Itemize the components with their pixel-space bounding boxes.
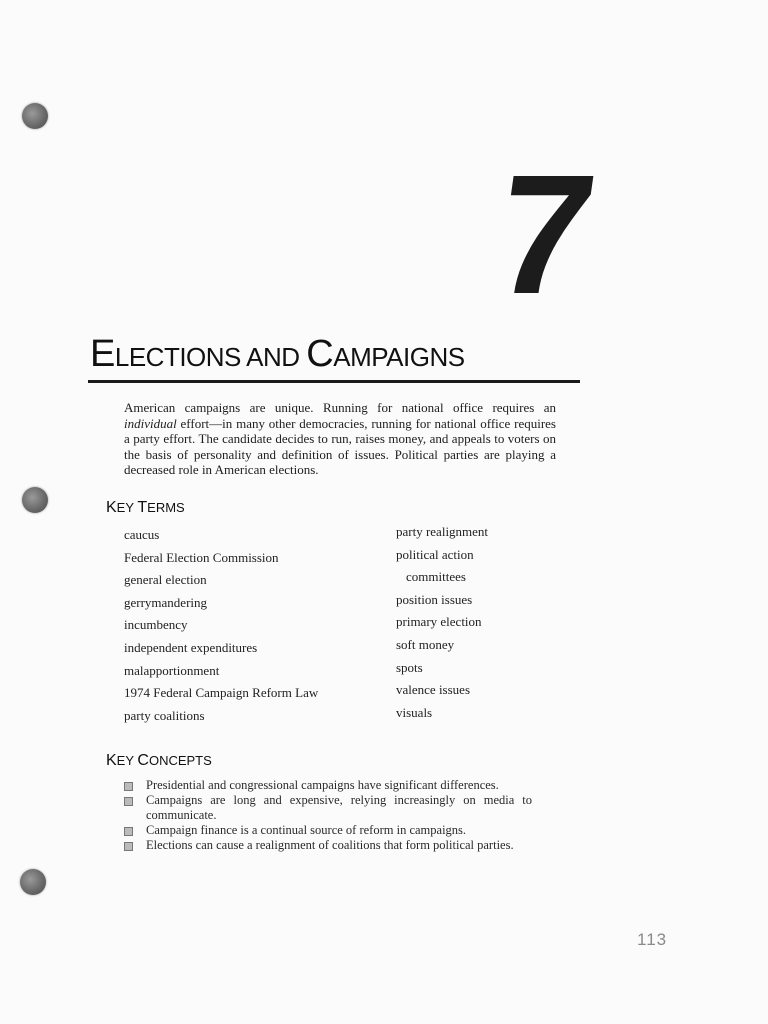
key-term: independent expenditures [124,639,258,655]
key-concepts-list [124,778,532,853]
key-concept-item [124,778,532,793]
key-term: Federal Election Commission [124,549,279,565]
chapter-number: 7 [484,140,606,330]
key-term: valence issues [396,682,471,698]
key-term: political action [396,546,474,562]
square-bullet-icon [124,782,133,791]
key-term: party coalitions [124,707,205,723]
key-term: spots [396,659,423,675]
key-term: malapportionment [124,662,220,678]
key-concepts-heading-initial-2: C [137,752,149,769]
key-term: primary election [396,614,482,630]
key-term: visuals [396,704,433,720]
key-term: position issues [396,591,473,607]
key-term: 1974 Federal Campaign Reform Law [124,685,319,701]
key-terms-right-column [396,521,488,724]
key-terms-left-column [124,524,318,727]
key-term: party realignment [396,524,489,539]
key-concepts-heading [106,752,212,770]
key-terms-heading [106,499,185,517]
key-concept-text: Elections can cause a realignment of coalitions that form political parties. [146,838,514,852]
key-term: general election [124,572,207,588]
binder-hole-bottom [20,869,46,895]
page-number: 113 [637,930,668,949]
binder-hole-top [22,103,48,129]
key-term: gerrymandering [124,594,208,610]
chapter-title-initial-1: E [90,333,115,375]
intro-text-part-2: effort—in many other democracies, running for national office requires a party effort. The candidate decides to run, raises money, and appeals to voters on the basis of personality and definition of issues. Political parties are playing a decreased role in American elections. [124,415,556,478]
key-terms-heading-initial-1: K [106,499,117,516]
key-terms-heading-rest-1: EY [116,500,138,515]
key-term: incumbency [124,617,188,633]
title-rule [88,380,580,383]
key-concepts-heading-initial-1: K [106,752,117,769]
square-bullet-icon [124,827,133,836]
binder-hole-middle [22,487,48,513]
square-bullet-icon [124,797,133,806]
key-term: soft money [396,636,455,652]
key-concept-item [124,793,532,823]
key-concepts-heading-rest-1: EY [116,753,138,768]
key-terms-heading-initial-2: T [137,499,148,516]
chapter-title-rest-1: LECTIONS AND [114,342,307,372]
intro-text-part-1: American campaigns are unique. Running for national office requires an [124,400,556,415]
key-concept-text: Campaign finance is a continual source of reform in campaigns. [146,823,467,837]
key-concept-text: Campaigns are long and expensive, relying increasingly on media to communicate. [146,793,532,822]
key-concept-item [124,838,532,853]
chapter-title [90,333,465,376]
intro-paragraph [124,400,556,478]
key-term: caucus [124,527,160,542]
chapter-title-initial-2: C [306,333,334,375]
key-concept-text: Presidential and congressional campaigns have significant differences. [146,778,499,792]
square-bullet-icon [124,842,133,851]
key-term: committees [406,569,466,585]
key-terms-heading-rest-2: ERMS [147,500,185,515]
key-concept-item [124,823,532,838]
key-concepts-heading-rest-2: ONCEPTS [148,753,212,768]
chapter-title-rest-2: AMPAIGNS [333,342,465,372]
intro-emphasis: individual [124,415,177,431]
